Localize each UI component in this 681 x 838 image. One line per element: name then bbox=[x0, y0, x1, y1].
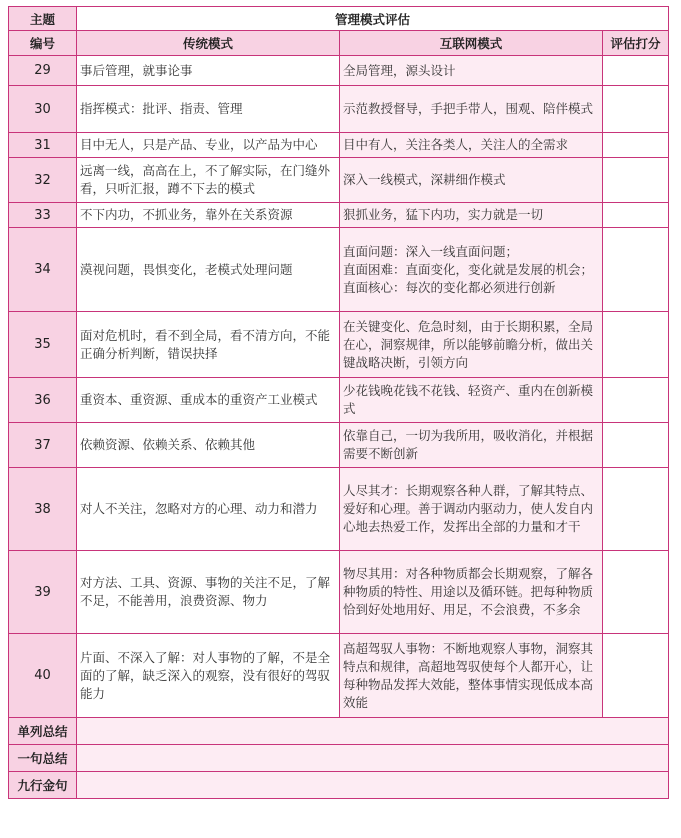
row-number: 40 bbox=[9, 634, 77, 718]
nine-line-summary-label: 九行金句 bbox=[9, 772, 77, 799]
table-row bbox=[9, 228, 669, 312]
table-row bbox=[9, 634, 669, 718]
single-column-summary-value[interactable] bbox=[77, 718, 669, 745]
table-row bbox=[9, 468, 669, 551]
internet-cell: 目中有人，关注各类人，关注人的全需求 bbox=[340, 133, 603, 158]
row-number: 38 bbox=[9, 468, 77, 551]
traditional-cell: 事后管理，就事论事 bbox=[77, 56, 340, 86]
row-number: 39 bbox=[9, 551, 77, 634]
one-sentence-summary-label: 一句总结 bbox=[9, 745, 77, 772]
traditional-cell: 片面、不深入了解：对人事物的了解，不是全面的了解，缺乏深入的观察，没有很好的驾驭能力 bbox=[77, 634, 340, 718]
internet-cell: 少花钱晚花钱不花钱、轻资产、重内在创新模式 bbox=[340, 378, 603, 423]
row-number: 29 bbox=[9, 56, 77, 86]
internet-cell: 深入一线模式，深耕细作模式 bbox=[340, 158, 603, 203]
table-title: 管理模式评估 bbox=[77, 7, 669, 31]
number-header: 编号 bbox=[9, 31, 77, 56]
table-row bbox=[9, 312, 669, 378]
score-cell[interactable] bbox=[603, 551, 669, 634]
table-row bbox=[9, 56, 669, 86]
internet-cell: 高超驾驭人事物：不断地观察人事物，洞察其特点和规律，高超地驾驭使每个人都开心，让每种物品发挥大效能，整体事情实现低成本高效能 bbox=[340, 634, 603, 718]
traditional-header: 传统模式 bbox=[77, 31, 340, 56]
traditional-cell: 远离一线，高高在上，不了解实际，在门缝外看，只听汇报，蹲不下去的模式 bbox=[77, 158, 340, 203]
internet-cell: 全局管理，源头设计 bbox=[340, 56, 603, 86]
score-cell[interactable] bbox=[603, 378, 669, 423]
internet-cell: 依靠自己，一切为我所用，吸收消化，并根据需要不断创新 bbox=[340, 423, 603, 468]
row-number: 31 bbox=[9, 133, 77, 158]
traditional-cell: 依赖资源、依赖关系、依赖其他 bbox=[77, 423, 340, 468]
score-cell[interactable] bbox=[603, 86, 669, 133]
traditional-cell: 对方法、工具、资源、事物的关注不足，了解不足，不能善用，浪费资源、物力 bbox=[77, 551, 340, 634]
traditional-cell: 对人不关注，忽略对方的心理、动力和潜力 bbox=[77, 468, 340, 551]
internet-cell: 在关键变化、危急时刻，由于长期积累，全局在心，洞察规律，所以能够前瞻分析，做出关键战略决断，引领方向 bbox=[340, 312, 603, 378]
table-row bbox=[9, 378, 669, 423]
single-column-summary-label: 单列总结 bbox=[9, 718, 77, 745]
row-number: 33 bbox=[9, 203, 77, 228]
nine-line-summary-row bbox=[9, 772, 669, 799]
traditional-cell: 指挥模式：批评、指责、管理 bbox=[77, 86, 340, 133]
evaluation-sheet bbox=[8, 6, 669, 799]
internet-header: 互联网模式 bbox=[340, 31, 603, 56]
row-number: 35 bbox=[9, 312, 77, 378]
score-cell[interactable] bbox=[603, 133, 669, 158]
traditional-cell: 面对危机时，看不到全局，看不清方向，不能正确分析判断，错误抉择 bbox=[77, 312, 340, 378]
column-header-row bbox=[9, 31, 669, 56]
table-row bbox=[9, 158, 669, 203]
score-cell[interactable] bbox=[603, 158, 669, 203]
row-number: 37 bbox=[9, 423, 77, 468]
single-column-summary-row bbox=[9, 718, 669, 745]
table-row bbox=[9, 133, 669, 158]
row-number: 30 bbox=[9, 86, 77, 133]
score-cell[interactable] bbox=[603, 423, 669, 468]
row-number: 32 bbox=[9, 158, 77, 203]
score-cell[interactable] bbox=[603, 203, 669, 228]
table-row bbox=[9, 203, 669, 228]
table-row bbox=[9, 86, 669, 133]
table-row bbox=[9, 551, 669, 634]
score-cell[interactable] bbox=[603, 468, 669, 551]
score-cell[interactable] bbox=[603, 56, 669, 86]
traditional-cell: 目中无人，只是产品、专业，以产品为中心 bbox=[77, 133, 340, 158]
internet-cell: 人尽其才：长期观察各种人群，了解其特点、爱好和心理。善于调动内驱动力，使人发自内心地去热爱工作，发挥出全部的力量和才干 bbox=[340, 468, 603, 551]
traditional-cell: 不下内功，不抓业务，靠外在关系资源 bbox=[77, 203, 340, 228]
topic-label: 主题 bbox=[9, 7, 77, 31]
score-cell[interactable] bbox=[603, 634, 669, 718]
one-sentence-summary-row bbox=[9, 745, 669, 772]
internet-cell: 狠抓业务，猛下内功，实力就是一切 bbox=[340, 203, 603, 228]
traditional-cell: 重资本、重资源、重成本的重资产工业模式 bbox=[77, 378, 340, 423]
score-header: 评估打分 bbox=[603, 31, 669, 56]
one-sentence-summary-value[interactable] bbox=[77, 745, 669, 772]
nine-line-summary-value[interactable] bbox=[77, 772, 669, 799]
management-mode-table bbox=[8, 6, 669, 799]
internet-cell: 物尽其用：对各种物质都会长期观察，了解各种物质的特性、用途以及循环链。把每种物质恰到好处地用好、用足，不会浪费，不多余 bbox=[340, 551, 603, 634]
row-number: 34 bbox=[9, 228, 77, 312]
traditional-cell: 漠视问题，畏惧变化，老模式处理问题 bbox=[77, 228, 340, 312]
table-row bbox=[9, 423, 669, 468]
internet-cell: 示范教授督导，手把手带人，围观、陪伴模式 bbox=[340, 86, 603, 133]
title-row bbox=[9, 7, 669, 31]
score-cell[interactable] bbox=[603, 228, 669, 312]
row-number: 36 bbox=[9, 378, 77, 423]
internet-cell: 直面问题：深入一线直面问题； 直面困难：直面变化，变化就是发展的机会； 直面核心：每次的变化都必须进行创新 bbox=[340, 228, 603, 312]
score-cell[interactable] bbox=[603, 312, 669, 378]
